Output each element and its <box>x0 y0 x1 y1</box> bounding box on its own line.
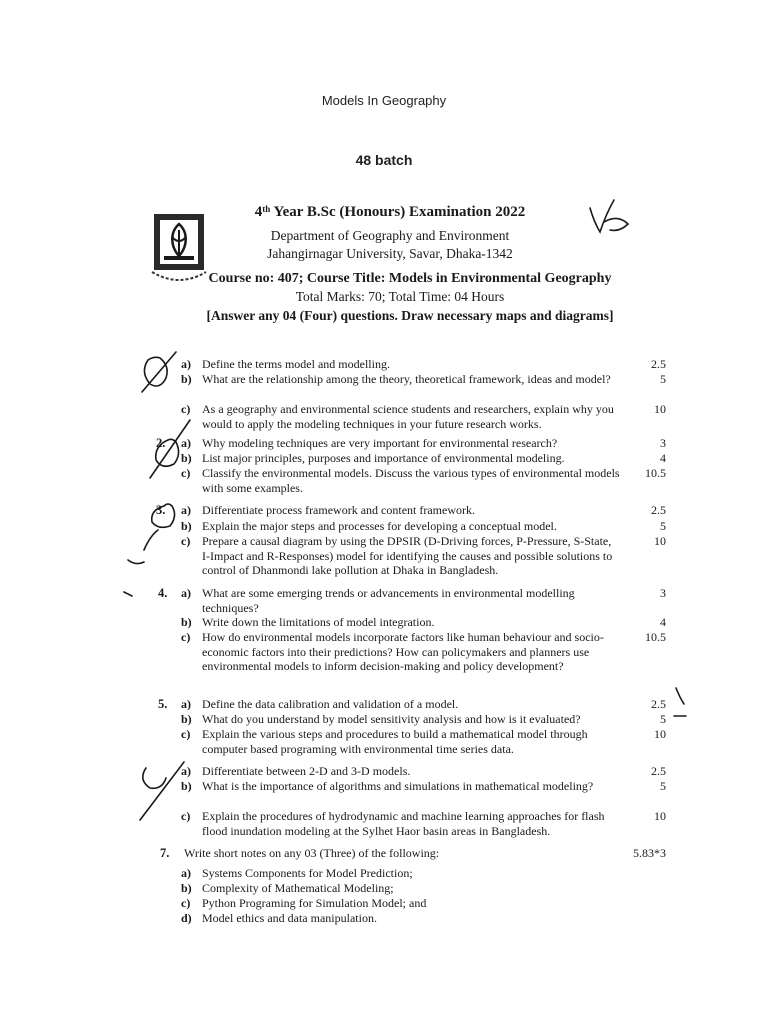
q3c-text: Prepare a causal diagram by using the DPSIR (D-Driving forces, P-Pressure, S-State, I-Impact and R-Responses) model for identifying the causes and possible solutions to control of Dhanmondi lake pollution at Dhaka in Bangladesh. <box>202 534 613 577</box>
q7a-text: Systems Components for Model Prediction; <box>202 866 413 880</box>
q3c-letter: c) <box>181 534 191 548</box>
q1c-marks: 10 <box>654 402 666 416</box>
q4a-marks: 3 <box>660 586 666 600</box>
q4c-letter: c) <box>181 630 191 644</box>
q2c-text: Classify the environmental models. Discuss the various types of environmental models with some examples. <box>202 466 620 495</box>
q7-marks: 5.83*3 <box>633 846 666 860</box>
q5c-text: Explain the various steps and procedures to build a mathematical model through computer based programing with environmental time series data. <box>202 727 588 756</box>
q5b-letter: b) <box>181 712 192 726</box>
q4a-text: What are some emerging trends or advancements in environmental modelling techniques? <box>202 586 575 615</box>
q7-number: 7. <box>160 846 170 860</box>
q4b-letter: b) <box>181 615 192 629</box>
q7b-text: Complexity of Mathematical Modeling; <box>202 881 394 895</box>
q2b-letter: b) <box>181 451 192 465</box>
q7a-letter: a) <box>181 866 191 880</box>
q6b-letter: b) <box>181 779 192 793</box>
q1a-marks: 2.5 <box>651 357 666 371</box>
q2-number: 2. <box>156 436 166 450</box>
q4b-marks: 4 <box>660 615 666 629</box>
exam-title: 4ᵗʰ Year B.Sc (Honours) Examination 2022 <box>254 204 526 220</box>
q7d-text: Model ethics and data manipulation. <box>202 911 377 925</box>
q6b-text: What is the importance of algorithms and simulations in mathematical modeling? <box>202 779 594 793</box>
q2b-marks: 4 <box>660 451 666 465</box>
q5-number: 5. <box>158 697 168 711</box>
tick-mark <box>674 688 686 716</box>
q2a-letter: a) <box>181 436 191 450</box>
q5b-text: What do you understand by model sensitivity analysis and how is it evaluated? <box>202 712 581 726</box>
q6b-marks: 5 <box>660 779 666 793</box>
q4c-text: How do environmental models incorporate factors like human behaviour and socio-economic factors into their predictions? How can policymakers and planners use environmental models to inform decision-making and policy development? <box>202 630 604 673</box>
q7b-letter: b) <box>181 881 192 895</box>
q1a-letter: a) <box>181 357 191 371</box>
q6c-marks: 10 <box>654 809 666 823</box>
q6a-text: Differentiate between 2-D and 3-D models. <box>202 764 411 778</box>
q4a-letter: a) <box>181 586 191 600</box>
q6c-text: Explain the procedures of hydrodynamic and machine learning approaches for flash flood inundation modeling at the Sylhet Haor basin areas in Bangladesh. <box>202 809 605 838</box>
q3b-marks: 5 <box>660 519 666 533</box>
q2c-letter: c) <box>181 466 191 480</box>
q3-number: 3. <box>156 503 166 517</box>
q3a-letter: a) <box>181 503 191 517</box>
q4-number: 4. <box>158 586 168 600</box>
q3a-marks: 2.5 <box>651 503 666 517</box>
q1b-letter: b) <box>181 372 192 386</box>
exam-paper-scan <box>120 190 666 930</box>
q1b-text: What are the relationship among the theory, theoretical framework, ideas and model? <box>202 372 611 386</box>
q3b-text: Explain the major steps and processes for developing a conceptual model. <box>202 519 557 533</box>
q2a-text: Why modeling techniques are very important for environmental research? <box>202 436 558 450</box>
q7d-letter: d) <box>181 911 192 925</box>
q7c-letter: c) <box>181 896 191 910</box>
department-name: Department of Geography and Environment <box>270 228 510 243</box>
q4c-marks: 10.5 <box>645 630 666 644</box>
q7c-text: Python Programing for Simulation Model; and <box>202 896 427 910</box>
course-info: Course no: 407; Course Title: Models in Environmental Geography <box>208 271 612 286</box>
marks-time: Total Marks: 70; Total Time: 04 Hours <box>295 289 505 304</box>
q2a-marks: 3 <box>660 436 666 450</box>
q3a-text: Differentiate process framework and content framework. <box>202 503 475 517</box>
university-name: Jahangirnagar University, Savar, Dhaka-1342 <box>267 246 513 261</box>
q5c-letter: c) <box>181 727 191 741</box>
q5b-marks: 5 <box>660 712 666 726</box>
q5a-text: Define the data calibration and validation of a model. <box>202 697 459 711</box>
q1a-text: Define the terms model and modelling. <box>202 357 390 371</box>
q4b-text: Write down the limitations of model integration. <box>202 615 435 629</box>
q5a-marks: 2.5 <box>651 697 666 711</box>
q3c-marks: 10 <box>654 534 666 548</box>
q2c-marks: 10.5 <box>645 466 666 480</box>
q6a-marks: 2.5 <box>651 764 666 778</box>
q1b-marks: 5 <box>660 372 666 386</box>
q1c-letter: c) <box>181 402 191 416</box>
q2b-text: List major principles, purposes and importance of environmental modeling. <box>202 451 565 465</box>
q5c-marks: 10 <box>654 727 666 741</box>
q3b-letter: b) <box>181 519 192 533</box>
page-title: Models In Geography <box>321 93 447 108</box>
q6c-letter: c) <box>181 809 191 823</box>
instructions: [Answer any 04 (Four) questions. Draw necessary maps and diagrams] <box>206 308 614 323</box>
q5a-letter: a) <box>181 697 191 711</box>
q6a-letter: a) <box>181 764 191 778</box>
q7-intro: Write short notes on any 03 (Three) of the following: <box>184 846 440 860</box>
batch-label: 48 batch <box>355 152 413 168</box>
q1c-text: As a geography and environmental science students and researchers, explain why you would to apply the modeling techniques in your future research works. <box>202 402 614 431</box>
